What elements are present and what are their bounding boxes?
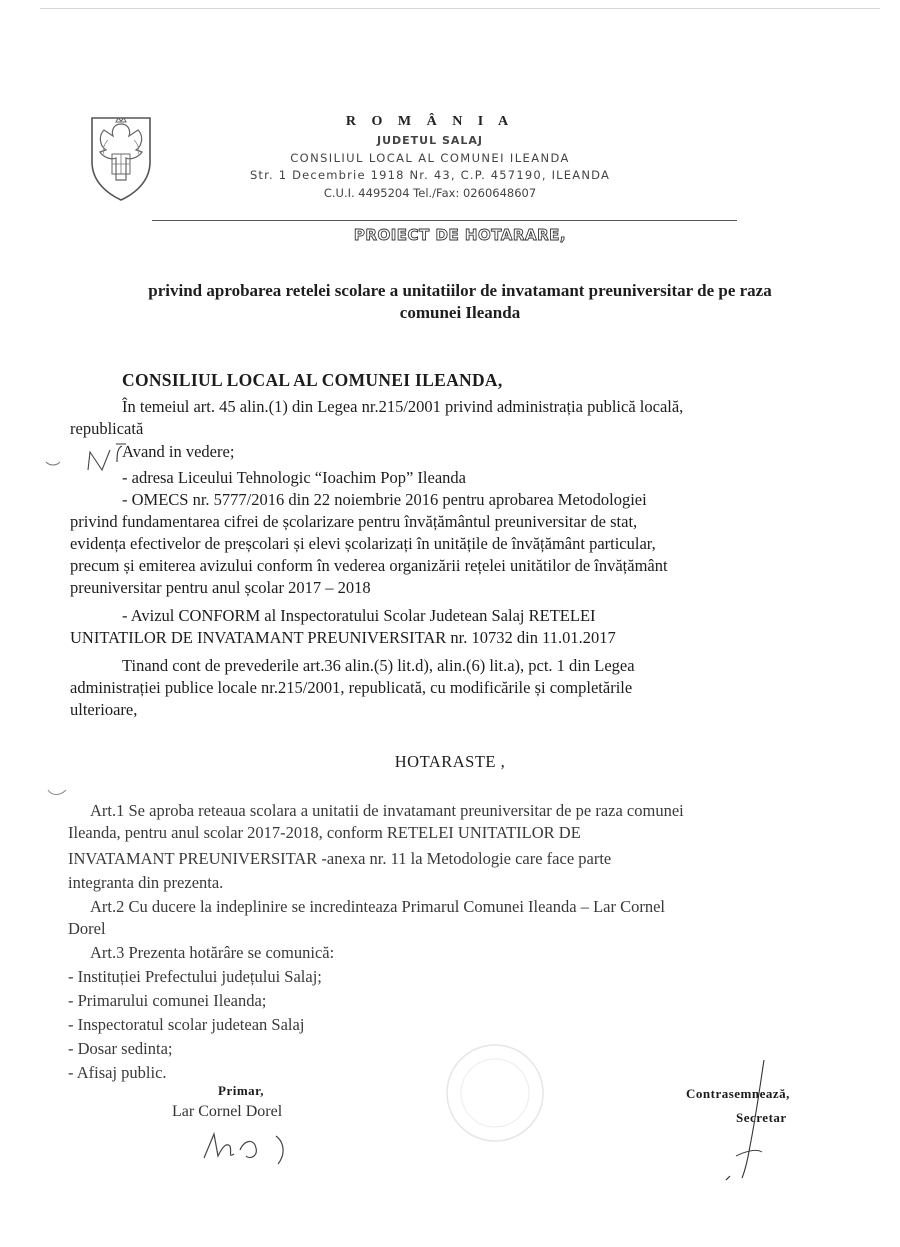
header-cui: C.U.I. 4495204 Tel./Fax: 0260648607 [323,186,537,200]
preamble-line: republicată [70,419,144,438]
article-line: Art.1 Se aproba reteaua scolara a unitatii de invatamant preuniversitar de pe raza comunei [90,801,684,820]
subject-line: comunei Ileanda [399,303,521,322]
preamble-line: privind fundamentarea cifrei de școlarizare pentru învățământul preuniversitar de stat, [70,512,638,531]
document-subject [60,280,860,324]
article-line: - Dosar sedinta; [68,1039,173,1058]
preamble-line: - Avizul CONFORM al Inspectoratului Scolar Judetean Salaj RETELEI [122,606,596,625]
handwritten-mark [40,440,130,480]
secretary-name: Secretar [736,1110,787,1125]
article-line: Dorel [68,919,106,938]
header-county: JUDETUL SALAJ [377,134,483,147]
header-divider [152,220,737,221]
preamble-line: - adresa Liceului Tehnologic “Ioachim Pop” Ileanda [122,468,466,487]
mayor-signature-icon [200,1128,300,1170]
secretary-signature-icon [716,1056,786,1186]
preamble-line: Tinand cont de prevederile art.36 alin.(5) lit.d), alin.(6) lit.a), pct. 1 din Legea [122,656,635,675]
coat-of-arms-icon [82,110,160,202]
handwritten-mark [44,784,74,804]
article-line: - Inspectoratul scolar judetean Salaj [68,1015,305,1034]
draft-label: PROIECT DE HOTARARE, [353,226,567,244]
preamble-line: precum și emiterea avizului conform în vederea organizării rețelei unitătilor de învățământ [70,556,668,575]
article-line: INVATAMANT PREUNIVERSITAR -anexa nr. 11 la Metodologie care face parte [68,849,612,868]
preamble-line: - OMECS nr. 5777/2016 din 22 noiembrie 2016 pentru aprobarea Metodologiei [122,490,647,509]
council-heading: CONSILIUL LOCAL AL COMUNEI ILEANDA, [122,370,503,390]
preamble-line: evidența efectivelor de preșcolari și elevi școlarizați în unitățile de învățământ particular, [70,534,656,553]
header-council: CONSILIUL LOCAL AL COMUNEI ILEANDA [290,151,570,165]
preamble-line: În temeiul art. 45 alin.(1) din Legea nr.215/2001 privind administrația publică locală, [122,397,684,416]
preamble-line: preuniversitar pentru anul școlar 2017 – 2018 [70,578,371,597]
article-line: - Instituției Prefectului județului Salaj; [68,967,322,986]
preamble-line: UNITATILOR DE INVATAMANT PREUNIVERSITAR nr. 10732 din 11.01.2017 [70,628,616,647]
faint-stamp-icon [440,1028,550,1158]
preamble-line: Avand in vedere; [122,442,235,461]
mayor-name: Lar Cornel Dorel [172,1103,283,1120]
decision-heading: HOTARASTE , [394,752,506,771]
preamble-line: administrației publice locale nr.215/2001, republicată, cu modificările și completările [70,678,633,697]
preamble-line: ulterioare, [70,700,138,719]
header-address: Str. 1 Decembrie 1918 Nr. 43, C.P. 457190, ILEANDA [249,168,611,182]
article-line: - Primarului comunei Ileanda; [68,991,267,1010]
article-line: - Afisaj public. [68,1063,167,1082]
mayor-title: Primar, [218,1083,264,1098]
secretary-title: Contrasemnează, [686,1086,790,1101]
top-scan-line [40,8,880,9]
article-line: integranta din prezenta. [68,873,224,892]
article-line: Art.2 Cu ducere la indeplinire se incredinteaza Primarul Comunei Ileanda – Lar Cornel [90,897,666,916]
header-country: R O M Â N I A [345,114,515,129]
article-line: Art.3 Prezenta hotărâre se comunică: [90,943,335,962]
subject-line: privind aprobarea retelei scolare a unitatiilor de invatamant preuniversitar de pe raza [148,281,772,300]
article-line: Ileanda, pentru anul scolar 2017-2018, conform RETELEI UNITATILOR DE [68,823,581,842]
